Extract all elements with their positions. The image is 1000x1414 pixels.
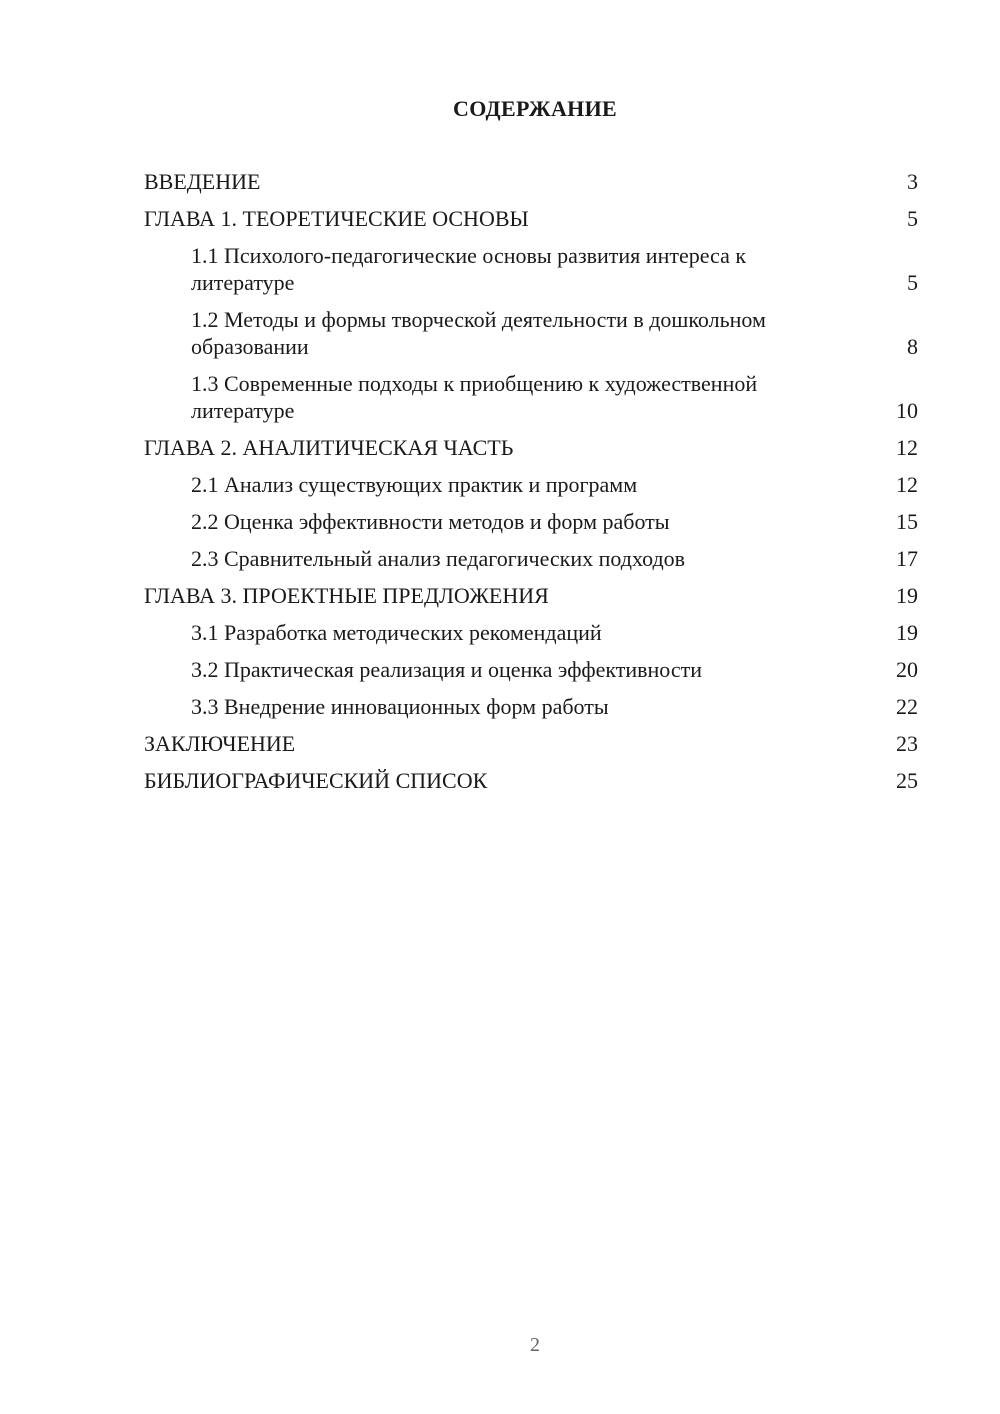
toc-entry-label: 2.2 Оценка эффективности методов и форм работы bbox=[191, 509, 670, 534]
page-number: 2 bbox=[530, 1334, 540, 1356]
toc-entry-chapter-3[interactable] bbox=[144, 582, 918, 609]
toc-entry-label: ГЛАВА 1. ТЕОРЕТИЧЕСКИЕ ОСНОВЫ bbox=[144, 206, 529, 231]
toc-entry-page: 19 bbox=[896, 583, 918, 608]
toc-entry-section-2-2[interactable] bbox=[144, 508, 918, 535]
toc-entry-page: 15 bbox=[896, 509, 918, 534]
toc-entry-chapter-1[interactable] bbox=[144, 205, 918, 232]
toc-entry-page: 17 bbox=[896, 546, 918, 571]
toc-entry-page: 5 bbox=[907, 270, 918, 295]
toc-entry-label: ЗАКЛЮЧЕНИЕ bbox=[144, 731, 296, 756]
toc-entry-section-3-2[interactable] bbox=[144, 656, 918, 683]
toc-entry-page: 20 bbox=[896, 657, 918, 682]
toc-entry-label: 1.1 Психолого-педагогические основы развития интереса к литературе bbox=[191, 243, 747, 295]
toc-entry-label: 3.2 Практическая реализация и оценка эффективности bbox=[191, 657, 702, 682]
toc-entry-introduction[interactable] bbox=[144, 168, 918, 195]
toc-entry-label: 3.1 Разработка методических рекомендаций bbox=[191, 620, 602, 645]
toc-entry-label: 1.2 Методы и формы творческой деятельности в дошкольном образовании bbox=[191, 307, 766, 359]
toc-entry-page: 3 bbox=[907, 169, 918, 194]
toc-entry-label: 3.3 Внедрение инновационных форм работы bbox=[191, 694, 609, 719]
toc-entry-section-2-3[interactable] bbox=[144, 545, 918, 572]
toc-entry-page: 8 bbox=[907, 334, 918, 359]
toc-entry-page: 10 bbox=[896, 398, 918, 423]
toc-entry-page: 25 bbox=[896, 768, 918, 793]
toc-title: СОДЕРЖАНИЕ bbox=[453, 96, 617, 121]
toc-entry-chapter-2[interactable] bbox=[144, 434, 918, 461]
toc-entry-label: 2.3 Сравнительный анализ педагогических подходов bbox=[191, 546, 686, 571]
toc-entry-label: ГЛАВА 3. ПРОЕКТНЫЕ ПРЕДЛОЖЕНИЯ bbox=[144, 583, 549, 608]
table-of-contents bbox=[144, 168, 918, 804]
toc-entry-section-3-3[interactable] bbox=[144, 693, 918, 720]
toc-entry-bibliography[interactable] bbox=[144, 767, 918, 794]
toc-entry-page: 12 bbox=[896, 472, 918, 497]
toc-entry-label: ГЛАВА 2. АНАЛИТИЧЕСКАЯ ЧАСТЬ bbox=[144, 435, 514, 460]
toc-entry-label: БИБЛИОГРАФИЧЕСКИЙ СПИСОК bbox=[144, 768, 488, 793]
toc-entry-section-2-1[interactable] bbox=[144, 471, 918, 498]
toc-entry-page: 19 bbox=[896, 620, 918, 645]
toc-entry-label: ВВЕДЕНИЕ bbox=[144, 169, 261, 194]
toc-entry-label: 2.1 Анализ существующих практик и программ bbox=[191, 472, 638, 497]
toc-entry-section-1-3[interactable] bbox=[144, 370, 918, 424]
toc-entry-page: 5 bbox=[907, 206, 918, 231]
toc-entry-section-1-2[interactable] bbox=[144, 306, 918, 360]
toc-entry-conclusion[interactable] bbox=[144, 730, 918, 757]
toc-entry-page: 22 bbox=[896, 694, 918, 719]
toc-entry-page: 12 bbox=[896, 435, 918, 460]
toc-entry-page: 23 bbox=[896, 731, 918, 756]
toc-entry-label: 1.3 Современные подходы к приобщению к художественной литературе bbox=[191, 371, 758, 423]
toc-entry-section-1-1[interactable] bbox=[144, 242, 918, 296]
toc-entry-section-3-1[interactable] bbox=[144, 619, 918, 646]
